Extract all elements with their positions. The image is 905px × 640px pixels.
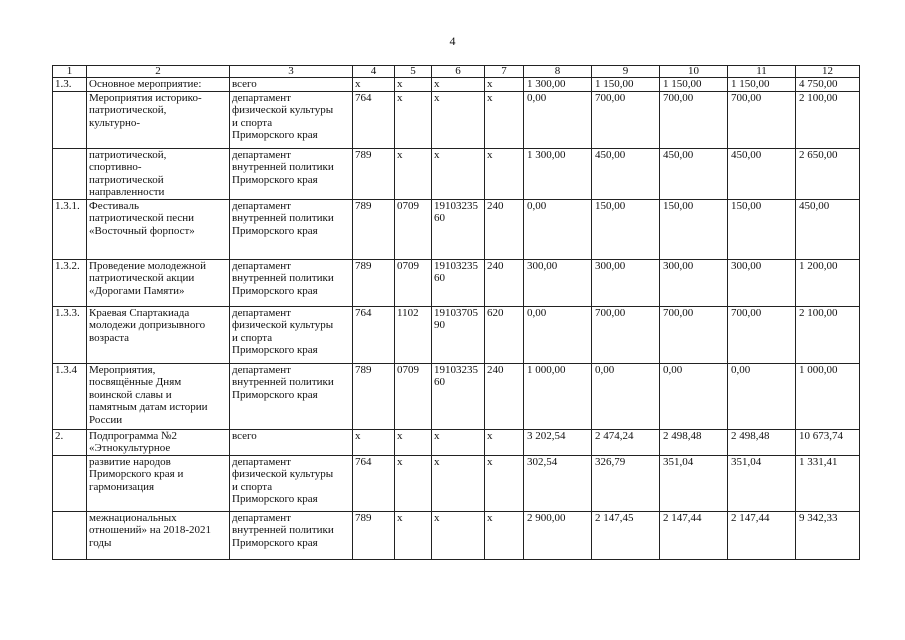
table-cell: 1 300,00 (524, 148, 592, 199)
table-cell: 1 150,00 (660, 78, 728, 92)
table-cell: 351,04 (660, 455, 728, 511)
table-cell: х (485, 455, 524, 511)
table-cell: х (395, 511, 432, 559)
table-cell: 700,00 (728, 91, 796, 148)
table-cell: патриотической, спортивно- патриотической направленности (87, 148, 230, 199)
table-cell: 789 (353, 511, 395, 559)
table-cell: х (432, 455, 485, 511)
table-row (53, 78, 860, 92)
table-cell: 0,00 (592, 363, 660, 429)
table-cell: 1 300,00 (524, 78, 592, 92)
table-cell: х (395, 148, 432, 199)
column-number-cell: 8 (524, 66, 592, 78)
table-row (53, 511, 860, 559)
table-cell: 2. (53, 429, 87, 455)
table-cell: 10 673,74 (796, 429, 860, 455)
table-cell: 450,00 (796, 199, 860, 259)
table-cell: 789 (353, 148, 395, 199)
table-cell: 0709 (395, 199, 432, 259)
page-number: 4 (449, 34, 456, 48)
table-cell: 150,00 (728, 199, 796, 259)
table-cell: х (432, 78, 485, 92)
table-cell: х (432, 429, 485, 455)
table-row (53, 429, 860, 455)
table-cell: 300,00 (728, 259, 796, 306)
table-cell: 2 650,00 (796, 148, 860, 199)
table-cell: Основное мероприятие: (87, 78, 230, 92)
table-cell: х (432, 91, 485, 148)
table-cell (53, 91, 87, 148)
table-cell: 302,54 (524, 455, 592, 511)
table-cell: 2 900,00 (524, 511, 592, 559)
table-cell: Мероприятия историко- патриотической, культурно- (87, 91, 230, 148)
column-number-row (53, 66, 860, 78)
table-cell: 450,00 (660, 148, 728, 199)
table-cell: 450,00 (592, 148, 660, 199)
table-cell: х (485, 91, 524, 148)
table-row (53, 91, 860, 148)
table-cell: 19103235 60 (432, 363, 485, 429)
table-row (53, 306, 860, 363)
table-cell: 764 (353, 91, 395, 148)
table-cell: х (353, 78, 395, 92)
table-cell (53, 455, 87, 511)
column-number-cell: 1 (53, 66, 87, 78)
table-cell: 2 147,44 (660, 511, 728, 559)
table-cell: развитие народов Приморского края и гармонизация (87, 455, 230, 511)
table-cell: 1.3. (53, 78, 87, 92)
table-cell: 700,00 (592, 306, 660, 363)
table-cell: 450,00 (728, 148, 796, 199)
table-cell: 620 (485, 306, 524, 363)
table-cell: 1 150,00 (592, 78, 660, 92)
table-cell: х (353, 429, 395, 455)
table-cell: 19103705 90 (432, 306, 485, 363)
column-number-cell: 7 (485, 66, 524, 78)
table-cell: 2 498,48 (728, 429, 796, 455)
column-number-cell: 11 (728, 66, 796, 78)
table-cell: 0,00 (524, 306, 592, 363)
table-row (53, 199, 860, 259)
table-cell: 2 100,00 (796, 91, 860, 148)
table-cell: 0,00 (660, 363, 728, 429)
table-cell: 0709 (395, 363, 432, 429)
table-cell: х (485, 78, 524, 92)
table-cell: 300,00 (592, 259, 660, 306)
table-cell: х (395, 78, 432, 92)
table-cell: 4 750,00 (796, 78, 860, 92)
table-cell: 1102 (395, 306, 432, 363)
table-cell: 1.3.3. (53, 306, 87, 363)
table-cell: 764 (353, 306, 395, 363)
table-cell: 240 (485, 259, 524, 306)
table-cell: 2 100,00 (796, 306, 860, 363)
table-cell: всего (230, 429, 353, 455)
column-number-cell: 9 (592, 66, 660, 78)
table-cell: департамент внутренней политики Приморского края (230, 259, 353, 306)
table-cell: 1 331,41 (796, 455, 860, 511)
table-cell: 150,00 (592, 199, 660, 259)
table-cell: департамент физической культуры и спорта Приморского края (230, 306, 353, 363)
table-cell: 1 000,00 (796, 363, 860, 429)
table-cell: 19103235 60 (432, 259, 485, 306)
table-cell: 19103235 60 (432, 199, 485, 259)
table-cell: 300,00 (660, 259, 728, 306)
table-cell: 240 (485, 363, 524, 429)
table-cell: 764 (353, 455, 395, 511)
table-cell: Проведение молодежной патриотической акции «Дорогами Памяти» (87, 259, 230, 306)
table-cell: 700,00 (728, 306, 796, 363)
table-body (53, 66, 860, 560)
table-cell: х (395, 455, 432, 511)
table-cell: 2 147,44 (728, 511, 796, 559)
table-cell: х (395, 91, 432, 148)
table-cell: 2 498,48 (660, 429, 728, 455)
table-cell: х (432, 148, 485, 199)
table-cell: департамент физической культуры и спорта Приморского края (230, 91, 353, 148)
table-cell: 326,79 (592, 455, 660, 511)
table-cell: 300,00 (524, 259, 592, 306)
table-row (53, 455, 860, 511)
table-cell: 789 (353, 199, 395, 259)
table-cell: департамент внутренней политики Приморского края (230, 199, 353, 259)
table-cell: 2 147,45 (592, 511, 660, 559)
table-cell: Подпрограмма №2 «Этнокультурное (87, 429, 230, 455)
table-cell (53, 511, 87, 559)
table-cell: 0,00 (728, 363, 796, 429)
table-cell: 1 200,00 (796, 259, 860, 306)
budget-table (52, 65, 860, 560)
table-cell: 700,00 (660, 306, 728, 363)
table-cell: х (485, 511, 524, 559)
column-number-cell: 3 (230, 66, 353, 78)
table-cell: 1 150,00 (728, 78, 796, 92)
table-cell: 2 474,24 (592, 429, 660, 455)
table-cell: 3 202,54 (524, 429, 592, 455)
column-number-cell: 6 (432, 66, 485, 78)
table-cell: департамент внутренней политики Приморского края (230, 511, 353, 559)
table-cell: Фестиваль патриотической песни «Восточный форпост» (87, 199, 230, 259)
table-cell: 789 (353, 259, 395, 306)
table-cell: 351,04 (728, 455, 796, 511)
table-cell: х (432, 511, 485, 559)
table-cell: 0709 (395, 259, 432, 306)
table-cell: 1.3.4 (53, 363, 87, 429)
table-cell: Мероприятия, посвящённые Дням воинской славы и памятным датам истории России (87, 363, 230, 429)
table-cell: х (395, 429, 432, 455)
column-number-cell: 12 (796, 66, 860, 78)
table-cell: х (485, 429, 524, 455)
table-cell: 1.3.1. (53, 199, 87, 259)
table-cell: 1 000,00 (524, 363, 592, 429)
column-number-cell: 5 (395, 66, 432, 78)
table-cell: 240 (485, 199, 524, 259)
column-number-cell: 4 (353, 66, 395, 78)
column-number-cell: 2 (87, 66, 230, 78)
table-row (53, 363, 860, 429)
table-cell: всего (230, 78, 353, 92)
table-cell: департамент внутренней политики Приморского края (230, 148, 353, 199)
table-cell: 700,00 (660, 91, 728, 148)
table-cell: департамент физической культуры и спорта Приморского края (230, 455, 353, 511)
table-row (53, 148, 860, 199)
table-cell: 700,00 (592, 91, 660, 148)
table-cell: 0,00 (524, 91, 592, 148)
table-cell: 0,00 (524, 199, 592, 259)
table-cell (53, 148, 87, 199)
table-cell: х (485, 148, 524, 199)
table-cell: департамент внутренней политики Приморского края (230, 363, 353, 429)
table-cell: 9 342,33 (796, 511, 860, 559)
column-number-cell: 10 (660, 66, 728, 78)
table-cell: Краевая Спартакиада молодежи допризывного возраста (87, 306, 230, 363)
table-cell: 150,00 (660, 199, 728, 259)
table-cell: 1.3.2. (53, 259, 87, 306)
table-cell: межнациональных отношений» на 2018-2021 годы (87, 511, 230, 559)
table-row (53, 259, 860, 306)
table-cell: 789 (353, 363, 395, 429)
